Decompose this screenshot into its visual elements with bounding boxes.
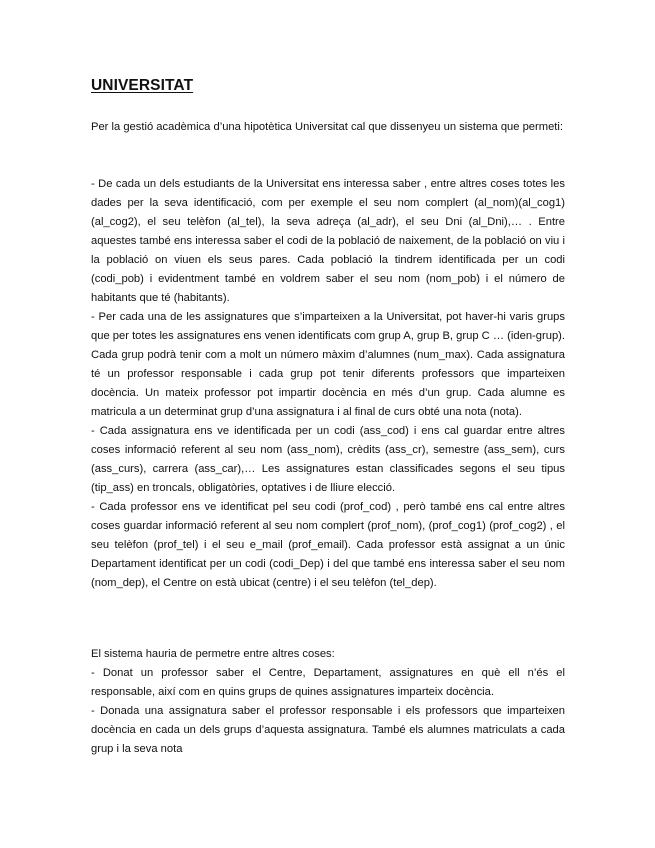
requirements-section — [91, 175, 565, 593]
requirement-professors: - Cada professor ens ve identificat pel seu codi (prof_cod) , però també ens cal entre altres coses guardar informació referent al seu nom complert (prof_nom), (prof_cog1) (prof_cog2) , el seu telèfon (prof_tel) i el seu e_mail (prof_email). Cada professor està assignat a un únic Departament identificat per un codi (codi_Dep) i del que també ens interessa saber el seu nom (nom_dep), el Centre on està ubicat (centre) i el seu telèfon (tel_dep). — [91, 501, 565, 589]
system-section — [91, 645, 565, 759]
requirement-subjects: - Cada assignatura ens ve identificada per un codi (ass_cod) i ens cal guardar entre altres coses informació referent al seu nom (ass_nom), crèdits (ass_cr), semestre (ass_sem), curs (ass_curs), carrera (ass_car),… Les assignatures estan classificades segons el seu tipus (tip_ass) en troncals, obligatòries, optatives i de lliure elecció. — [91, 425, 565, 494]
intro-paragraph: Per la gestió acadèmica d’una hipotètica Universitat cal que dissenyeu un sistema que permeti: — [91, 121, 563, 133]
system-item-subject: - Donada una assignatura saber el professor responsable i els professors que imparteixen docència en cada un dels grups d’aquesta assignatura. També els alumnes matriculats a cada grup i la seva nota — [91, 705, 565, 755]
requirement-groups: - Per cada una de les assignatures que s’imparteixen a la Universitat, pot haver-hi varis grups que per totes les assignatures ens venen identificats com grup A, grup B, grup C … (iden-grup). Cada grup podrà tenir com a molt un número màxim d’alumnes (num_max). Cada assignatura té un professor responsable i cada grup pot tenir diferents professors que imparteixen docència. Un mateix professor pot impartir docència en més d’un grup. Cada alumne es matricula a un determinat grup d’una assignatura i al final de curs obté una nota (nota). — [91, 311, 565, 418]
page-title: UNIVERSITAT — [91, 77, 194, 94]
system-intro: El sistema hauria de permetre entre altres coses: — [91, 648, 335, 660]
system-item-professor: - Donat un professor saber el Centre, Departament, assignatures en què ell n’és el responsable, així com en quins grups de quines assignatures imparteix docència. — [91, 667, 565, 698]
intro-section — [91, 118, 565, 137]
requirement-students: - De cada un dels estudiants de la Universitat ens interessa saber , entre altres coses totes les dades per la seva identificació, com per exemple el seu nom complert (al_nom)(al_cog1)(al_cog2), el seu telèfon (al_tel), la seva adreça (al_adr), el seu Dni (al_Dni),… . Entre aquestes també ens interessa saber el codi de la població de naixement, de la població on viu i la població on viuen els seus pares. Cada població la tindrem identificada per un codi (codi_pob) i evidentment també en voldrem saber el seu nom (nom_pob) i el número de habitants que té (habitants). — [91, 178, 565, 304]
